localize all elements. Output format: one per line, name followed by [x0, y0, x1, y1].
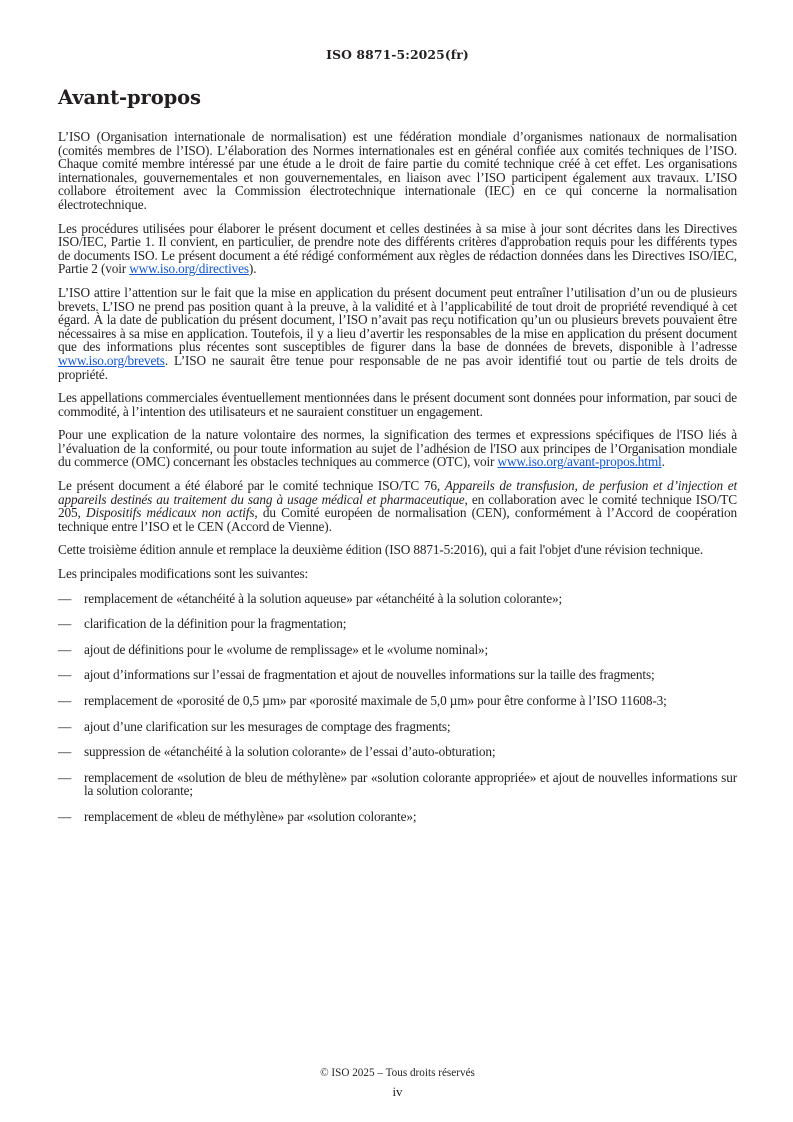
paragraph-changes-intro: Les principales modifications sont les suivantes:: [58, 566, 309, 582]
committee-title-italic: Dispositifs médicaux non actifs: [86, 505, 255, 521]
document-page: [58, 0, 737, 1122]
directives-link[interactable]: www.iso.org/directives: [129, 261, 249, 277]
copyright-notice: © ISO 2025 – Tous droits réservés: [320, 1067, 475, 1079]
dash-marker: —: [58, 616, 72, 632]
document-id-header: ISO 8871-5:2025(fr): [326, 47, 469, 62]
paragraph-text: Le présent document a été élaboré par le comité technique ISO/TC 76,: [58, 478, 445, 494]
paragraph-directives: [58, 222, 737, 276]
committee-title-italic: Appareils de transfusion, de perfusion et d’injection et appareils destinés au traitement du sang à usage médical et pharmaceutique: [58, 478, 737, 507]
paragraph-text: , en collaboration avec le comité technique ISO/TC 205,: [58, 491, 738, 521]
list-item: [58, 771, 737, 798]
foreword-body: [58, 130, 737, 836]
paragraph-committee: [58, 479, 737, 533]
list-item-text: remplacement de «étanchéité à la solution aqueuse» par «étanchéité à la solution colorante»;: [84, 590, 562, 606]
list-item-text: ajout d’informations sur l’essai de fragmentation et ajout de nouvelles informations sur la taille des fragments;: [84, 667, 655, 683]
paragraph-text: Pour une explication de la nature volontaire des normes, la signification des termes et expressions spécifiques de l'ISO liés à l’évaluation de la conformité, ou pour toute information au sujet de l’adhésion de l'ISO aux principes de l’Organisation mondiale du commerce (OMC) concernant les obstacles techniques au commerce (OTC), voir: [58, 427, 737, 470]
page-footer: [58, 1066, 737, 1099]
paragraph-text: ).: [248, 261, 257, 277]
list-item: [58, 668, 737, 682]
list-item-text: remplacement de «solution de bleu de méthylène» par «solution colorante appropriée» et ajout de nouvelles informations sur la solution colorante;: [84, 769, 737, 799]
paragraph-edition: Cette troisième édition annule et remplace la deuxième édition (ISO 8871-5:2016), qui a fait l'objet d'une révision technique.: [58, 542, 704, 558]
paragraph-text: L’ISO attire l’attention sur le fait que la mise en application du présent document peut entraîner l’utilisation d’un ou de plusieurs brevets. L’ISO ne prend pas position quant à la preuve, à la validité et à l’applicabilité de tout droit de propriété revendiqué à cet égard. À la date de publication du présent document, l’ISO n’avait pas reçu notification qu’un ou plusieurs brevets pouvaient être nécessaires à sa mise en application. Toutefois, il y a lieu d’avertir les responsables de la mise en application du présent document que des informations plus récentes sont susceptibles de figurer dans la base de données de brevets, disponible à l’adresse: [58, 284, 737, 355]
list-item-text: ajout de définitions pour le «volume de remplissage» et le «volume nominal»;: [84, 641, 489, 657]
list-item: [58, 617, 737, 631]
paragraph-text: Les procédures utilisées pour élaborer le présent document et celles destinées à sa mise à jour sont décrites dans les Directives ISO/IEC, Partie 1. Il convient, en particulier, de prendre note des différents critères d'approbation requis pour les différents types de documents ISO. Le présent document a été rédigé conformément aux règles de rédaction données dans les Directives ISO/IEC, Partie 2 (voir: [58, 220, 737, 277]
dash-marker: —: [58, 808, 72, 824]
dash-marker: —: [58, 641, 72, 657]
patents-link[interactable]: www.iso.org/brevets: [58, 352, 165, 368]
dash-marker: —: [58, 590, 72, 606]
list-item-text: suppression de «étanchéité à la solution colorante» de l’essai d’auto-obturation;: [84, 744, 496, 760]
dash-marker: —: [58, 667, 72, 683]
list-item-text: ajout d’une clarification sur les mesurages de comptage des fragments;: [84, 718, 451, 734]
dash-marker: —: [58, 718, 72, 734]
paragraph-text: .: [661, 454, 665, 470]
dash-marker: —: [58, 693, 72, 708]
list-item-text: remplacement de «porosité de 0,5 µm» par «porosité maximale de 5,0 µm» pour être conforme à l’ISO 11608-3;: [84, 693, 667, 708]
list-item-text: remplacement de «bleu de méthylène» par «solution colorante»;: [84, 808, 417, 824]
paragraph-iso-intro: L’ISO (Organisation internationale de normalisation) est une fédération mondiale d’organismes nationaux de normalisation (comités membres de l’ISO). L’élaboration des Normes internationales est en général confiée aux comités techniques de l’ISO. Chaque comité membre intéressé par une étude a le droit de faire partie du comité technique créé à cet effet. Les organisations internationales, gouvernementales et non gouvernementales, en liaison avec l’ISO participent également aux travaux. L’ISO collabore étroitement avec la Commission électrotechnique internationale (IEC) en ce qui concerne la normalisation électrotechnique.: [58, 129, 737, 212]
paragraph-voluntary-nature: [58, 428, 737, 469]
list-item: [58, 720, 737, 734]
paragraph-trade-names: Les appellations commerciales éventuellement mentionnées dans le présent document sont données pour information, par souci de commodité, à l’intention des utilisateurs et ne sauraient constituer un engagement.: [58, 390, 737, 419]
page-number: iv: [392, 1084, 403, 1099]
paragraph-text: . L’ISO ne saurait être tenue pour responsable de ne pas avoir identifié tout ou partie de tels droits de propriété.: [58, 352, 737, 382]
list-item: [58, 643, 737, 657]
changes-list: [58, 592, 737, 824]
page-title: Avant-propos: [58, 86, 201, 109]
list-item: [58, 745, 737, 759]
list-item: [58, 810, 737, 824]
paragraph-patents: [58, 286, 737, 381]
list-item: [58, 592, 737, 606]
foreword-link[interactable]: www.iso.org/avant-propos.html: [497, 454, 662, 470]
list-item-text: clarification de la définition pour la fragmentation;: [84, 616, 347, 632]
paragraph-text: , du Comité européen de normalisation (CEN), conformément à l’Accord de coopération technique entre l’ISO et le CEN (Accord de Vienne).: [58, 505, 737, 534]
list-item: [58, 694, 737, 708]
dash-marker: —: [58, 769, 72, 785]
dash-marker: —: [58, 744, 72, 760]
